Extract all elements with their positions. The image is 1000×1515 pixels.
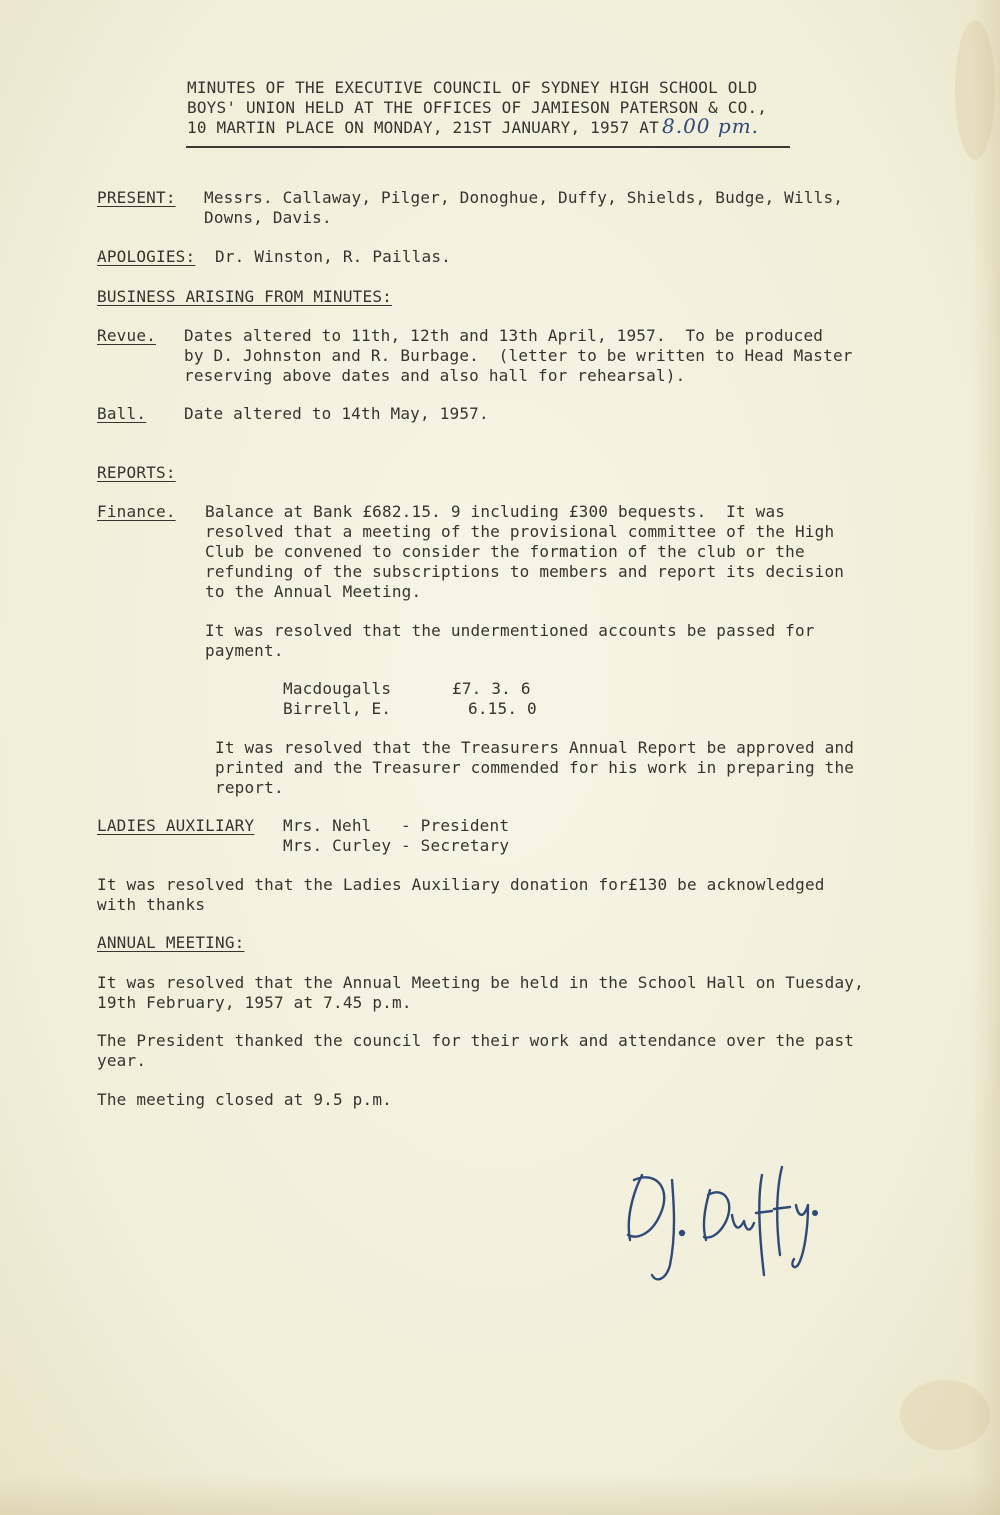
reports-heading: REPORTS: bbox=[97, 463, 176, 482]
accounts-line-1: It was resolved that the undermentioned accounts be passed for bbox=[205, 621, 815, 640]
thanks-line-1: The President thanked the council for their work and attendance over the past bbox=[97, 1031, 855, 1050]
header-rule bbox=[186, 146, 790, 148]
finance-label: Finance. bbox=[97, 502, 176, 521]
present-label: PRESENT: bbox=[97, 188, 176, 207]
revue-label: Revue. bbox=[97, 326, 156, 345]
annual-line-2: 19th February, 1957 at 7.45 p.m. bbox=[97, 993, 412, 1012]
present-line-2: Downs, Davis. bbox=[204, 208, 332, 227]
ladies-resolution-line-1: It was resolved that the Ladies Auxiliary donation for£130 be acknowledged bbox=[97, 875, 825, 894]
paper-edge-shadow bbox=[972, 0, 1000, 1515]
accounts-line-2: payment. bbox=[205, 641, 284, 660]
ladies-line-1: Mrs. Nehl - President bbox=[283, 816, 510, 835]
account-name: Birrell, E. bbox=[283, 699, 392, 718]
present-line-1: Messrs. Callaway, Pilger, Donoghue, Duffy, Shields, Budge, Wills, bbox=[204, 188, 844, 207]
finance-line-3: Club be convened to consider the formation of the club or the bbox=[205, 542, 805, 561]
annual-line-1: It was resolved that the Annual Meeting be held in the School Hall on Tuesday, bbox=[97, 973, 864, 992]
treasurer-line-3: report. bbox=[215, 778, 284, 797]
signature-image bbox=[612, 1135, 822, 1295]
annual-heading: ANNUAL MEETING: bbox=[97, 933, 245, 952]
finance-line-5: to the Annual Meeting. bbox=[205, 582, 422, 601]
paper-stain bbox=[955, 20, 995, 160]
revue-line-1: Dates altered to 11th, 12th and 13th April, 1957. To be produced bbox=[184, 326, 824, 345]
header-line-1: MINUTES OF THE EXECUTIVE COUNCIL OF SYDNEY HIGH SCHOOL OLD bbox=[187, 78, 758, 97]
apologies-text: Dr. Winston, R. Paillas. bbox=[215, 247, 451, 266]
ladies-line-2: Mrs. Curley - Secretary bbox=[283, 836, 510, 855]
handwritten-time: 8.00 pm. bbox=[662, 114, 760, 138]
account-amount: £7. 3. 6 bbox=[452, 679, 531, 698]
ladies-resolution-line-2: with thanks bbox=[97, 895, 206, 914]
header-line-3: 10 MARTIN PLACE ON MONDAY, 21ST JANUARY, 1957 AT bbox=[187, 118, 659, 137]
business-heading: BUSINESS ARISING FROM MINUTES: bbox=[97, 287, 392, 306]
ball-label: Ball. bbox=[97, 404, 147, 423]
finance-line-1: Balance at Bank £682.15. 9 including £300 bequests. It was bbox=[205, 502, 786, 521]
paper-bottom-shadow bbox=[0, 1475, 1000, 1515]
revue-line-2: by D. Johnston and R. Burbage. (letter to be written to Head Master bbox=[184, 346, 853, 365]
header-line-2: BOYS' UNION HELD AT THE OFFICES OF JAMIESON PATERSON & CO., bbox=[187, 98, 768, 117]
ball-text: Date altered to 14th May, 1957. bbox=[184, 404, 489, 423]
ladies-label: LADIES AUXILIARY bbox=[97, 816, 255, 835]
revue-line-3: reserving above dates and also hall for rehearsal). bbox=[184, 366, 686, 385]
thanks-line-2: year. bbox=[97, 1051, 147, 1070]
treasurer-line-2: printed and the Treasurer commended for his work in preparing the bbox=[215, 758, 855, 777]
meeting-closed: The meeting closed at 9.5 p.m. bbox=[97, 1090, 392, 1109]
treasurer-line-1: It was resolved that the Treasurers Annual Report be approved and bbox=[215, 738, 855, 757]
account-name: Macdougalls bbox=[283, 679, 392, 698]
finance-line-4: refunding of the subscriptions to members and report its decision bbox=[205, 562, 845, 581]
apologies-label: APOLOGIES: bbox=[97, 247, 196, 266]
finance-line-2: resolved that a meeting of the provisional committee of the High bbox=[205, 522, 835, 541]
account-amount: 6.15. 0 bbox=[468, 699, 537, 718]
paper-stain bbox=[900, 1380, 990, 1450]
